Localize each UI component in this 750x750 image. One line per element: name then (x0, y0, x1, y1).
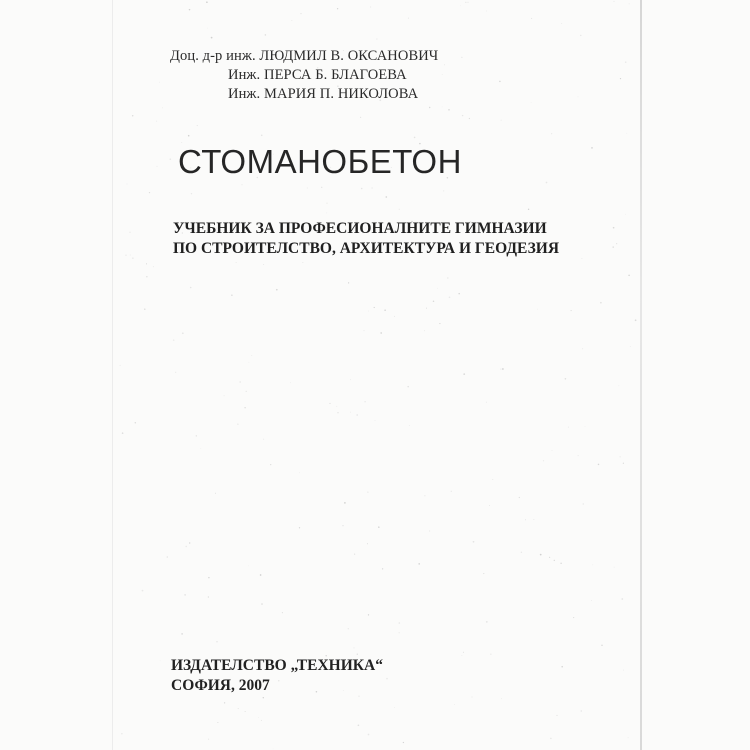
author-line: Инж. ПЕРСА Б. БЛАГОЕВА (228, 67, 407, 83)
book-subtitle (173, 219, 559, 259)
authors-block (170, 47, 500, 104)
book-title: СТОМАНОБЕТОН (178, 143, 462, 180)
subtitle-line: ПО СТРОИТЕЛСТВО, АРХИТЕКТУРА И ГЕОДЕЗИЯ (173, 240, 560, 257)
publisher-name: ИЗДАТЕЛСТВО „ТЕХНИКА“ (171, 657, 383, 674)
author-line: Доц. д-р инж. ЛЮДМИЛ В. ОКСАНОВИЧ (170, 48, 439, 64)
author-line: Инж. МАРИЯ П. НИКОЛОВА (228, 86, 419, 102)
page-fold-shadow (112, 0, 113, 750)
page-edge-shadow (640, 0, 642, 750)
subtitle-line: УЧЕБНИК ЗА ПРОФЕСИОНАЛНИТЕ ГИМНАЗИИ (173, 220, 547, 237)
publisher-block (171, 656, 383, 696)
publisher-city-year: СОФИЯ, 2007 (171, 677, 270, 694)
